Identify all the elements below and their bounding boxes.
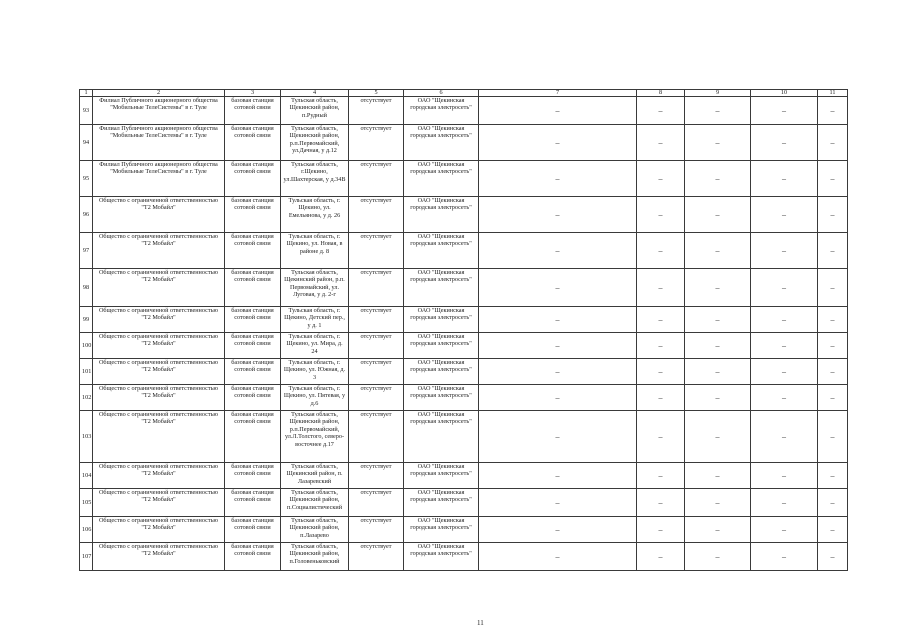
grid-company-cell: ОАО "Щекинская городская электросеть" (404, 161, 479, 197)
page-number: 11 (477, 619, 484, 627)
row-number: 102 (80, 385, 93, 411)
empty-cell-col-6: – (479, 543, 637, 571)
object-type-cell: базовая станция сотовой связи (225, 233, 281, 269)
empty-cell-col-10: – (818, 307, 848, 333)
empty-cell-col-8: – (685, 517, 751, 543)
empty-cell-col-6: – (479, 233, 637, 269)
empty-cell-col-10: – (818, 333, 848, 359)
empty-cell-col-6: – (479, 411, 637, 463)
address-cell: Тульская область, г. Щекино, ул. Мира, д. 24 (281, 333, 349, 359)
address-cell: Тульская область, г.Щекино, ул.Шахтерская, у д.34В (281, 161, 349, 197)
status-cell: отсутствует (349, 543, 404, 571)
empty-cell-col-7: – (637, 517, 685, 543)
object-type-cell: базовая станция сотовой связи (225, 161, 281, 197)
empty-cell-col-10: – (818, 463, 848, 489)
empty-cell-col-8: – (685, 307, 751, 333)
empty-cell-col-10: – (818, 543, 848, 571)
address-cell: Тульская область, Щекинский район, р.п.Первомайский, ул.Л.Толстого, северо-восточнее д.17 (281, 411, 349, 463)
empty-cell-col-7: – (637, 233, 685, 269)
owner-cell: Общество с ограниченной ответственностью "Т2 Мобайл" (93, 307, 225, 333)
empty-cell-col-9: – (751, 463, 818, 489)
empty-cell-col-9: – (751, 161, 818, 197)
empty-cell-col-8: – (685, 269, 751, 307)
address-cell: Тульская область, г. Щекино, ул. Новая, в районе д. 8 (281, 233, 349, 269)
grid-company-cell: ОАО "Щекинская городская электросеть" (404, 307, 479, 333)
header-row (80, 90, 848, 97)
empty-cell-col-6: – (479, 269, 637, 307)
empty-cell-col-8: – (685, 333, 751, 359)
empty-cell-col-9: – (751, 269, 818, 307)
status-cell: отсутствует (349, 411, 404, 463)
grid-company-cell: ОАО "Щекинская городская электросеть" (404, 197, 479, 233)
object-type-cell: базовая станция сотовой связи (225, 125, 281, 161)
empty-cell-col-7: – (637, 125, 685, 161)
empty-cell-col-6: – (479, 97, 637, 125)
empty-cell-col-8: – (685, 411, 751, 463)
row-number: 105 (80, 489, 93, 517)
table-row (80, 125, 848, 161)
col-header-8: 8 (637, 90, 685, 97)
col-header-3: 3 (225, 90, 281, 97)
status-cell: отсутствует (349, 197, 404, 233)
status-cell: отсутствует (349, 269, 404, 307)
address-cell: Тульская область, Щекинский район, п.Головеньковский (281, 543, 349, 571)
col-header-4: 4 (281, 90, 349, 97)
empty-cell-col-6: – (479, 161, 637, 197)
address-cell: Тульская область, Щекинский район, п. Лазаревский (281, 463, 349, 489)
row-number: 98 (80, 269, 93, 307)
table-row (80, 161, 848, 197)
object-type-cell: базовая станция сотовой связи (225, 333, 281, 359)
table-row (80, 517, 848, 543)
object-type-cell: базовая станция сотовой связи (225, 489, 281, 517)
empty-cell-col-10: – (818, 385, 848, 411)
table-row (80, 269, 848, 307)
status-cell: отсутствует (349, 517, 404, 543)
col-header-10: 10 (751, 90, 818, 97)
table-row (80, 463, 848, 489)
empty-cell-col-10: – (818, 197, 848, 233)
empty-cell-col-7: – (637, 197, 685, 233)
row-number: 95 (80, 161, 93, 197)
empty-cell-col-7: – (637, 385, 685, 411)
empty-cell-col-9: – (751, 411, 818, 463)
empty-cell-col-7: – (637, 543, 685, 571)
registry-table (79, 89, 848, 571)
empty-cell-col-7: – (637, 307, 685, 333)
object-type-cell: базовая станция сотовой связи (225, 517, 281, 543)
owner-cell: Общество с ограниченной ответственностью "Т2 Мобайл" (93, 333, 225, 359)
address-cell: Тульская область, Щекинский район, р.п. Первомайский, ул. Луговая, у д. 2-г (281, 269, 349, 307)
empty-cell-col-7: – (637, 463, 685, 489)
empty-cell-col-7: – (637, 333, 685, 359)
empty-cell-col-8: – (685, 385, 751, 411)
owner-cell: Общество с ограниченной ответственностью "Т2 Мобайл" (93, 489, 225, 517)
empty-cell-col-10: – (818, 125, 848, 161)
status-cell: отсутствует (349, 307, 404, 333)
grid-company-cell: ОАО "Щекинская городская электросеть" (404, 385, 479, 411)
grid-company-cell: ОАО "Щекинская городская электросеть" (404, 97, 479, 125)
table-row (80, 333, 848, 359)
table-row (80, 489, 848, 517)
empty-cell-col-8: – (685, 125, 751, 161)
address-cell: Тульская область, г. Щекино, ул. Пятевая, у д.6 (281, 385, 349, 411)
grid-company-cell: ОАО "Щекинская городская электросеть" (404, 125, 479, 161)
empty-cell-col-9: – (751, 97, 818, 125)
empty-cell-col-8: – (685, 97, 751, 125)
grid-company-cell: ОАО "Щекинская городская электросеть" (404, 269, 479, 307)
row-number: 97 (80, 233, 93, 269)
empty-cell-col-6: – (479, 197, 637, 233)
status-cell: отсутствует (349, 385, 404, 411)
empty-cell-col-10: – (818, 411, 848, 463)
col-header-6: 6 (404, 90, 479, 97)
object-type-cell: базовая станция сотовой связи (225, 463, 281, 489)
table-row (80, 197, 848, 233)
status-cell: отсутствует (349, 233, 404, 269)
object-type-cell: базовая станция сотовой связи (225, 543, 281, 571)
empty-cell-col-10: – (818, 233, 848, 269)
object-type-cell: базовая станция сотовой связи (225, 359, 281, 385)
empty-cell-col-10: – (818, 359, 848, 385)
grid-company-cell: ОАО "Щекинская городская электросеть" (404, 333, 479, 359)
grid-company-cell: ОАО "Щекинская городская электросеть" (404, 543, 479, 571)
empty-cell-col-7: – (637, 97, 685, 125)
owner-cell: Филиал Публичного акционерного общества "Мобильные ТелеСистемы" в г. Туле (93, 97, 225, 125)
owner-cell: Общество с ограниченной ответственностью "Т2 Мобайл" (93, 269, 225, 307)
address-cell: Тульская область, Щекинский район, п.Рудный (281, 97, 349, 125)
empty-cell-col-6: – (479, 489, 637, 517)
empty-cell-col-6: – (479, 333, 637, 359)
owner-cell: Филиал Публичного акционерного общества "Мобильные ТелеСистемы" в г. Туле (93, 161, 225, 197)
empty-cell-col-9: – (751, 233, 818, 269)
empty-cell-col-10: – (818, 97, 848, 125)
empty-cell-col-7: – (637, 489, 685, 517)
empty-cell-col-9: – (751, 543, 818, 571)
empty-cell-col-10: – (818, 269, 848, 307)
empty-cell-col-6: – (479, 125, 637, 161)
empty-cell-col-9: – (751, 517, 818, 543)
grid-company-cell: ОАО "Щекинская городская электросеть" (404, 463, 479, 489)
grid-company-cell: ОАО "Щекинская городская электросеть" (404, 517, 479, 543)
owner-cell: Общество с ограниченной ответственностью "Т2 Мобайл" (93, 411, 225, 463)
empty-cell-col-7: – (637, 161, 685, 197)
empty-cell-col-6: – (479, 463, 637, 489)
document-sheet (79, 89, 847, 571)
address-cell: Тульская область, Щекинский район, п.Лазарево (281, 517, 349, 543)
col-header-1: 1 (80, 90, 93, 97)
empty-cell-col-7: – (637, 269, 685, 307)
address-cell: Тульская область, г. Щекино, Детский пер., у д. 1 (281, 307, 349, 333)
table-row (80, 543, 848, 571)
row-number: 100 (80, 333, 93, 359)
empty-cell-col-8: – (685, 359, 751, 385)
row-number: 107 (80, 543, 93, 571)
empty-cell-col-8: – (685, 463, 751, 489)
object-type-cell: базовая станция сотовой связи (225, 269, 281, 307)
grid-company-cell: ОАО "Щекинская городская электросеть" (404, 359, 479, 385)
col-header-7: 7 (479, 90, 637, 97)
row-number: 103 (80, 411, 93, 463)
grid-company-cell: ОАО "Щекинская городская электросеть" (404, 489, 479, 517)
address-cell: Тульская область, г. Щекино, ул. Южная, д. 3 (281, 359, 349, 385)
table-row (80, 97, 848, 125)
owner-cell: Общество с ограниченной ответственностью "Т2 Мобайл" (93, 197, 225, 233)
empty-cell-col-8: – (685, 197, 751, 233)
table-body (80, 97, 848, 571)
status-cell: отсутствует (349, 161, 404, 197)
col-header-11: 11 (818, 90, 848, 97)
status-cell: отсутствует (349, 359, 404, 385)
owner-cell: Общество с ограниченной ответственностью "Т2 Мобайл" (93, 233, 225, 269)
owner-cell: Общество с ограниченной ответственностью "Т2 Мобайл" (93, 463, 225, 489)
object-type-cell: базовая станция сотовой связи (225, 307, 281, 333)
object-type-cell: базовая станция сотовой связи (225, 197, 281, 233)
col-header-5: 5 (349, 90, 404, 97)
empty-cell-col-6: – (479, 517, 637, 543)
owner-cell: Общество с ограниченной ответственностью "Т2 Мобайл" (93, 517, 225, 543)
empty-cell-col-6: – (479, 359, 637, 385)
empty-cell-col-7: – (637, 359, 685, 385)
empty-cell-col-10: – (818, 517, 848, 543)
owner-cell: Филиал Публичного акционерного общества "Мобильные ТелеСистемы" в г. Туле (93, 125, 225, 161)
empty-cell-col-9: – (751, 385, 818, 411)
empty-cell-col-7: – (637, 411, 685, 463)
empty-cell-col-9: – (751, 125, 818, 161)
status-cell: отсутствует (349, 97, 404, 125)
table-row (80, 359, 848, 385)
empty-cell-col-9: – (751, 197, 818, 233)
address-cell: Тульская область, г. Щекино, ул. Емельянова, у д. 26 (281, 197, 349, 233)
owner-cell: Общество с ограниченной ответственностью "Т2 Мобайл" (93, 543, 225, 571)
object-type-cell: базовая станция сотовой связи (225, 411, 281, 463)
col-header-9: 9 (685, 90, 751, 97)
address-cell: Тульская область, Щекинский район, р.п.Первомайский, ул.Дачная, у д.12 (281, 125, 349, 161)
object-type-cell: базовая станция сотовой связи (225, 97, 281, 125)
empty-cell-col-6: – (479, 385, 637, 411)
status-cell: отсутствует (349, 489, 404, 517)
grid-company-cell: ОАО "Щекинская городская электросеть" (404, 233, 479, 269)
table-row (80, 307, 848, 333)
empty-cell-col-8: – (685, 233, 751, 269)
empty-cell-col-8: – (685, 489, 751, 517)
status-cell: отсутствует (349, 125, 404, 161)
status-cell: отсутствует (349, 333, 404, 359)
row-number: 104 (80, 463, 93, 489)
row-number: 99 (80, 307, 93, 333)
row-number: 93 (80, 97, 93, 125)
empty-cell-col-6: – (479, 307, 637, 333)
empty-cell-col-9: – (751, 489, 818, 517)
owner-cell: Общество с ограниченной ответственностью "Т2 Мобайл" (93, 385, 225, 411)
owner-cell: Общество с ограниченной ответственностью "Т2 Мобайл" (93, 359, 225, 385)
object-type-cell: базовая станция сотовой связи (225, 385, 281, 411)
empty-cell-col-8: – (685, 161, 751, 197)
col-header-2: 2 (93, 90, 225, 97)
empty-cell-col-9: – (751, 359, 818, 385)
status-cell: отсутствует (349, 463, 404, 489)
empty-cell-col-10: – (818, 161, 848, 197)
row-number: 106 (80, 517, 93, 543)
empty-cell-col-10: – (818, 489, 848, 517)
empty-cell-col-9: – (751, 333, 818, 359)
table-row (80, 411, 848, 463)
empty-cell-col-8: – (685, 543, 751, 571)
table-row (80, 233, 848, 269)
grid-company-cell: ОАО "Щекинская городская электросеть" (404, 411, 479, 463)
row-number: 96 (80, 197, 93, 233)
address-cell: Тульская область, Щекинский район, п.Социалистический (281, 489, 349, 517)
table-row (80, 385, 848, 411)
empty-cell-col-9: – (751, 307, 818, 333)
row-number: 94 (80, 125, 93, 161)
row-number: 101 (80, 359, 93, 385)
